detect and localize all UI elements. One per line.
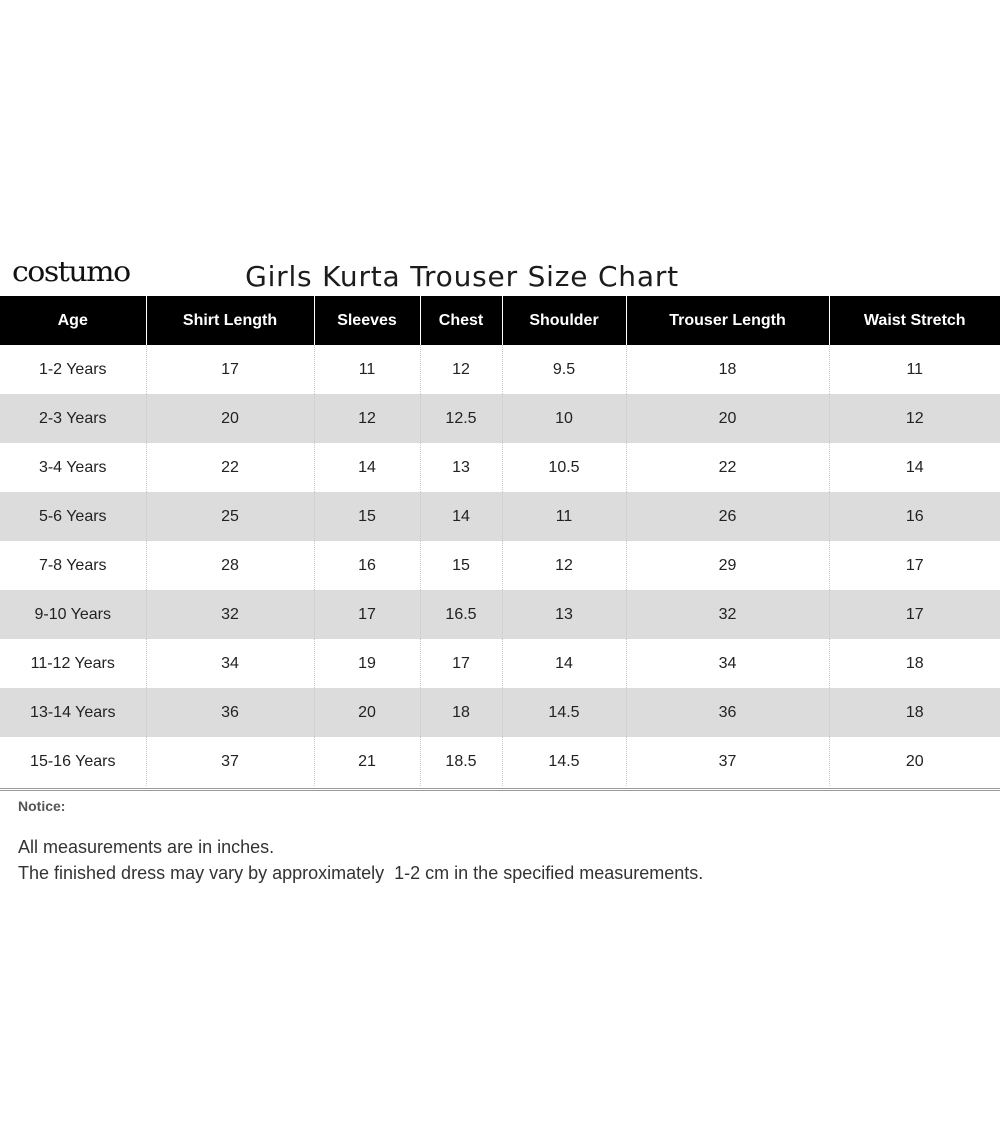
notice-line-variance: The finished dress may vary by approximately 1-2 cm in the specified measurements.	[18, 863, 704, 883]
table-row	[0, 688, 1000, 737]
cell-trouser-length: 32	[626, 590, 829, 639]
cell-chest: 14	[420, 492, 502, 541]
cell-shirt-length: 17	[146, 345, 314, 394]
table-row	[0, 737, 1000, 786]
cell-sleeves: 16	[314, 541, 420, 590]
cell-shirt-length: 34	[146, 639, 314, 688]
cell-trouser-length: 20	[626, 394, 829, 443]
cell-shirt-length: 22	[146, 443, 314, 492]
cell-age: 11-12 Years	[0, 639, 146, 688]
cell-chest: 13	[420, 443, 502, 492]
cell-trouser-length: 37	[626, 737, 829, 786]
cell-chest: 12.5	[420, 394, 502, 443]
cell-shoulder: 13	[502, 590, 626, 639]
cell-sleeves: 14	[314, 443, 420, 492]
cell-shirt-length: 20	[146, 394, 314, 443]
header-waist-stretch: Waist Stretch	[829, 296, 1000, 345]
table-row	[0, 590, 1000, 639]
header-chest: Chest	[420, 296, 502, 345]
cell-trouser-length: 36	[626, 688, 829, 737]
cell-shoulder: 10	[502, 394, 626, 443]
brand-logo: costumo	[12, 256, 130, 289]
cell-shoulder: 14.5	[502, 737, 626, 786]
cell-chest: 16.5	[420, 590, 502, 639]
cell-shoulder: 14.5	[502, 688, 626, 737]
cell-sleeves: 17	[314, 590, 420, 639]
cell-trouser-length: 26	[626, 492, 829, 541]
cell-shirt-length: 36	[146, 688, 314, 737]
cell-age: 7-8 Years	[0, 541, 146, 590]
table-row	[0, 541, 1000, 590]
header-trouser-length: Trouser Length	[626, 296, 829, 345]
cell-age: 13-14 Years	[0, 688, 146, 737]
header-shirt-length: Shirt Length	[146, 296, 314, 345]
header-row	[0, 296, 1000, 345]
table-row	[0, 394, 1000, 443]
cell-shoulder: 12	[502, 541, 626, 590]
cell-sleeves: 20	[314, 688, 420, 737]
cell-chest: 18	[420, 688, 502, 737]
cell-trouser-length: 18	[626, 345, 829, 394]
cell-shirt-length: 28	[146, 541, 314, 590]
cell-shirt-length: 37	[146, 737, 314, 786]
page-title: Girls Kurta Trouser Size Chart	[245, 260, 679, 293]
cell-shoulder: 10.5	[502, 443, 626, 492]
cell-age: 1-2 Years	[0, 345, 146, 394]
cell-chest: 18.5	[420, 737, 502, 786]
cell-waist-stretch: 17	[829, 541, 1000, 590]
table-row	[0, 443, 1000, 492]
cell-trouser-length: 34	[626, 639, 829, 688]
table-row	[0, 492, 1000, 541]
cell-waist-stretch: 18	[829, 688, 1000, 737]
cell-waist-stretch: 11	[829, 345, 1000, 394]
cell-trouser-length: 29	[626, 541, 829, 590]
cell-age: 15-16 Years	[0, 737, 146, 786]
cell-shirt-length: 25	[146, 492, 314, 541]
table-bottom-divider	[0, 788, 1000, 791]
cell-sleeves: 21	[314, 737, 420, 786]
cell-age: 5-6 Years	[0, 492, 146, 541]
cell-chest: 17	[420, 639, 502, 688]
cell-waist-stretch: 18	[829, 639, 1000, 688]
cell-shoulder: 11	[502, 492, 626, 541]
cell-age: 2-3 Years	[0, 394, 146, 443]
header-age: Age	[0, 296, 146, 345]
cell-waist-stretch: 20	[829, 737, 1000, 786]
cell-waist-stretch: 17	[829, 590, 1000, 639]
notice-line-measurements: All measurements are in inches.	[18, 837, 275, 857]
cell-chest: 15	[420, 541, 502, 590]
table-body	[0, 345, 1000, 786]
cell-sleeves: 11	[314, 345, 420, 394]
table-row	[0, 345, 1000, 394]
cell-sleeves: 12	[314, 394, 420, 443]
cell-trouser-length: 22	[626, 443, 829, 492]
cell-age: 3-4 Years	[0, 443, 146, 492]
cell-waist-stretch: 16	[829, 492, 1000, 541]
notice-heading: Notice:	[18, 798, 66, 814]
size-chart-table	[0, 296, 1000, 786]
cell-shoulder: 14	[502, 639, 626, 688]
table-row	[0, 639, 1000, 688]
header-shoulder: Shoulder	[502, 296, 626, 345]
cell-shoulder: 9.5	[502, 345, 626, 394]
cell-sleeves: 15	[314, 492, 420, 541]
cell-shirt-length: 32	[146, 590, 314, 639]
cell-waist-stretch: 14	[829, 443, 1000, 492]
header-sleeves: Sleeves	[314, 296, 420, 345]
cell-waist-stretch: 12	[829, 394, 1000, 443]
cell-sleeves: 19	[314, 639, 420, 688]
cell-chest: 12	[420, 345, 502, 394]
cell-age: 9-10 Years	[0, 590, 146, 639]
table-header	[0, 296, 1000, 345]
